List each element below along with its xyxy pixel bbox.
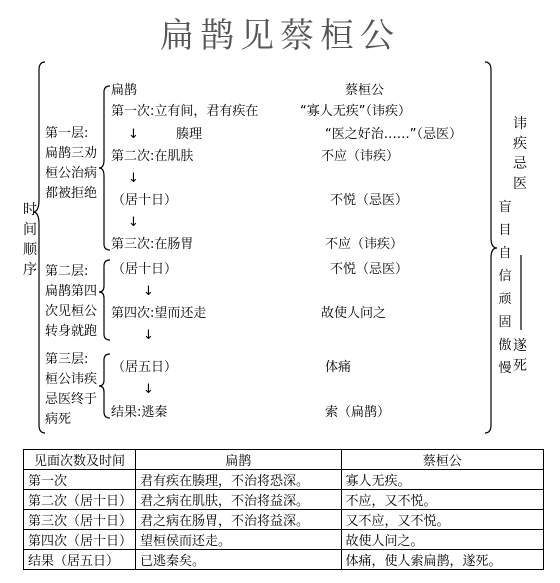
table-cell: 君之病在肠胃，不治将益深。 bbox=[135, 510, 341, 530]
gap-five-days: （居五日） bbox=[112, 360, 178, 375]
summary-middle: 盲目自信顽固傲慢 bbox=[498, 200, 512, 376]
arrow-down-icon: ↓ bbox=[143, 284, 154, 299]
table-cell: 寡人无疾。 bbox=[341, 470, 543, 490]
stage-2-label: 第二层:扁鹊第四次见桓公转身就跑 bbox=[45, 264, 98, 339]
stage-3-label: 第三层:桓公讳疾忌医终于病死 bbox=[45, 352, 98, 427]
visit-table bbox=[23, 449, 544, 570]
table-cell: 第三次（居十日） bbox=[24, 510, 136, 530]
table-header-row bbox=[24, 450, 544, 470]
table-cell: 不应，又不悦。 bbox=[341, 490, 543, 510]
visit-3-right: 不应（讳疾） bbox=[325, 237, 404, 252]
stage-1-label: 第一层:扁鹊三劝桓公治病都被拒绝 bbox=[45, 126, 98, 201]
table-row bbox=[24, 470, 544, 490]
caihuangong-header: 蔡桓公 bbox=[345, 83, 385, 98]
table-cell: 体痛，使人索扁鹊，遂死。 bbox=[341, 550, 543, 570]
table-row bbox=[24, 510, 544, 530]
result-right: 索（扁鹊） bbox=[325, 405, 391, 420]
result-left: 结果:逃秦 bbox=[111, 405, 168, 420]
table-header: 见面次数及时间 bbox=[24, 450, 136, 470]
table-cell: 君有疾在腠理，不治将恐深。 bbox=[135, 470, 341, 490]
arrow-down-icon: ↓ bbox=[143, 328, 154, 343]
couli-text: 腠理 bbox=[176, 127, 203, 142]
visit-3-left: 第三次:在肠胃 bbox=[111, 237, 194, 252]
arrow-down-icon: ↓ bbox=[128, 127, 139, 142]
page-title: 扁鹊见蔡桓公 bbox=[160, 16, 400, 56]
unhappy-2: 不悦（忌医） bbox=[330, 262, 409, 277]
visit-2-left: 第二次:在肌肤 bbox=[111, 149, 194, 164]
table-row bbox=[24, 490, 544, 510]
arrow-down-icon: ↓ bbox=[143, 382, 154, 397]
table-header: 蔡桓公 bbox=[341, 450, 543, 470]
table-row bbox=[24, 550, 544, 570]
visit-4-right: 故使人问之 bbox=[321, 306, 387, 321]
table-cell: 望桓侯而还走。 bbox=[135, 530, 341, 550]
table-cell: 第一次 bbox=[24, 470, 136, 490]
visit-1-left: 第一次:立有间，君有疾在 bbox=[111, 104, 259, 119]
table-cell: 结果（居五日） bbox=[24, 550, 136, 570]
table-cell: 君之病在肌肤，不治将益深。 bbox=[135, 490, 341, 510]
unhappy-1: 不悦（忌医） bbox=[330, 193, 409, 208]
table-cell: 第四次（居十日） bbox=[24, 530, 136, 550]
summary-top: 讳疾忌医 bbox=[513, 116, 527, 192]
visit-2-right: 不应（讳疾） bbox=[321, 149, 400, 164]
table-cell: 故使人问之。 bbox=[341, 530, 543, 550]
gap-ten-days-1: （居十日） bbox=[112, 193, 178, 208]
summary-bottom: 遂死 bbox=[513, 338, 527, 374]
arrow-down-icon: ↓ bbox=[128, 215, 139, 230]
visit-4-left: 第四次:望而还走 bbox=[111, 306, 207, 321]
gap-ten-days-2: （居十日） bbox=[112, 262, 178, 277]
visit-1b-right: “医之好治……”（忌医） bbox=[325, 127, 462, 142]
table-cell: 又不应，又不悦。 bbox=[341, 510, 543, 530]
table-row bbox=[24, 530, 544, 550]
bianque-header: 扁鹊 bbox=[111, 83, 138, 98]
arrow-down-icon: ↓ bbox=[128, 171, 139, 186]
time-order-label: 时间顺序 bbox=[23, 202, 37, 278]
table-cell: 已逃秦矣。 bbox=[135, 550, 341, 570]
table-cell: 第二次（居十日） bbox=[24, 490, 136, 510]
visit-1-right: “寡人无疾”（讳疾） bbox=[300, 104, 411, 119]
pain-text: 体痛 bbox=[325, 360, 352, 375]
table-header: 扁鹊 bbox=[135, 450, 341, 470]
